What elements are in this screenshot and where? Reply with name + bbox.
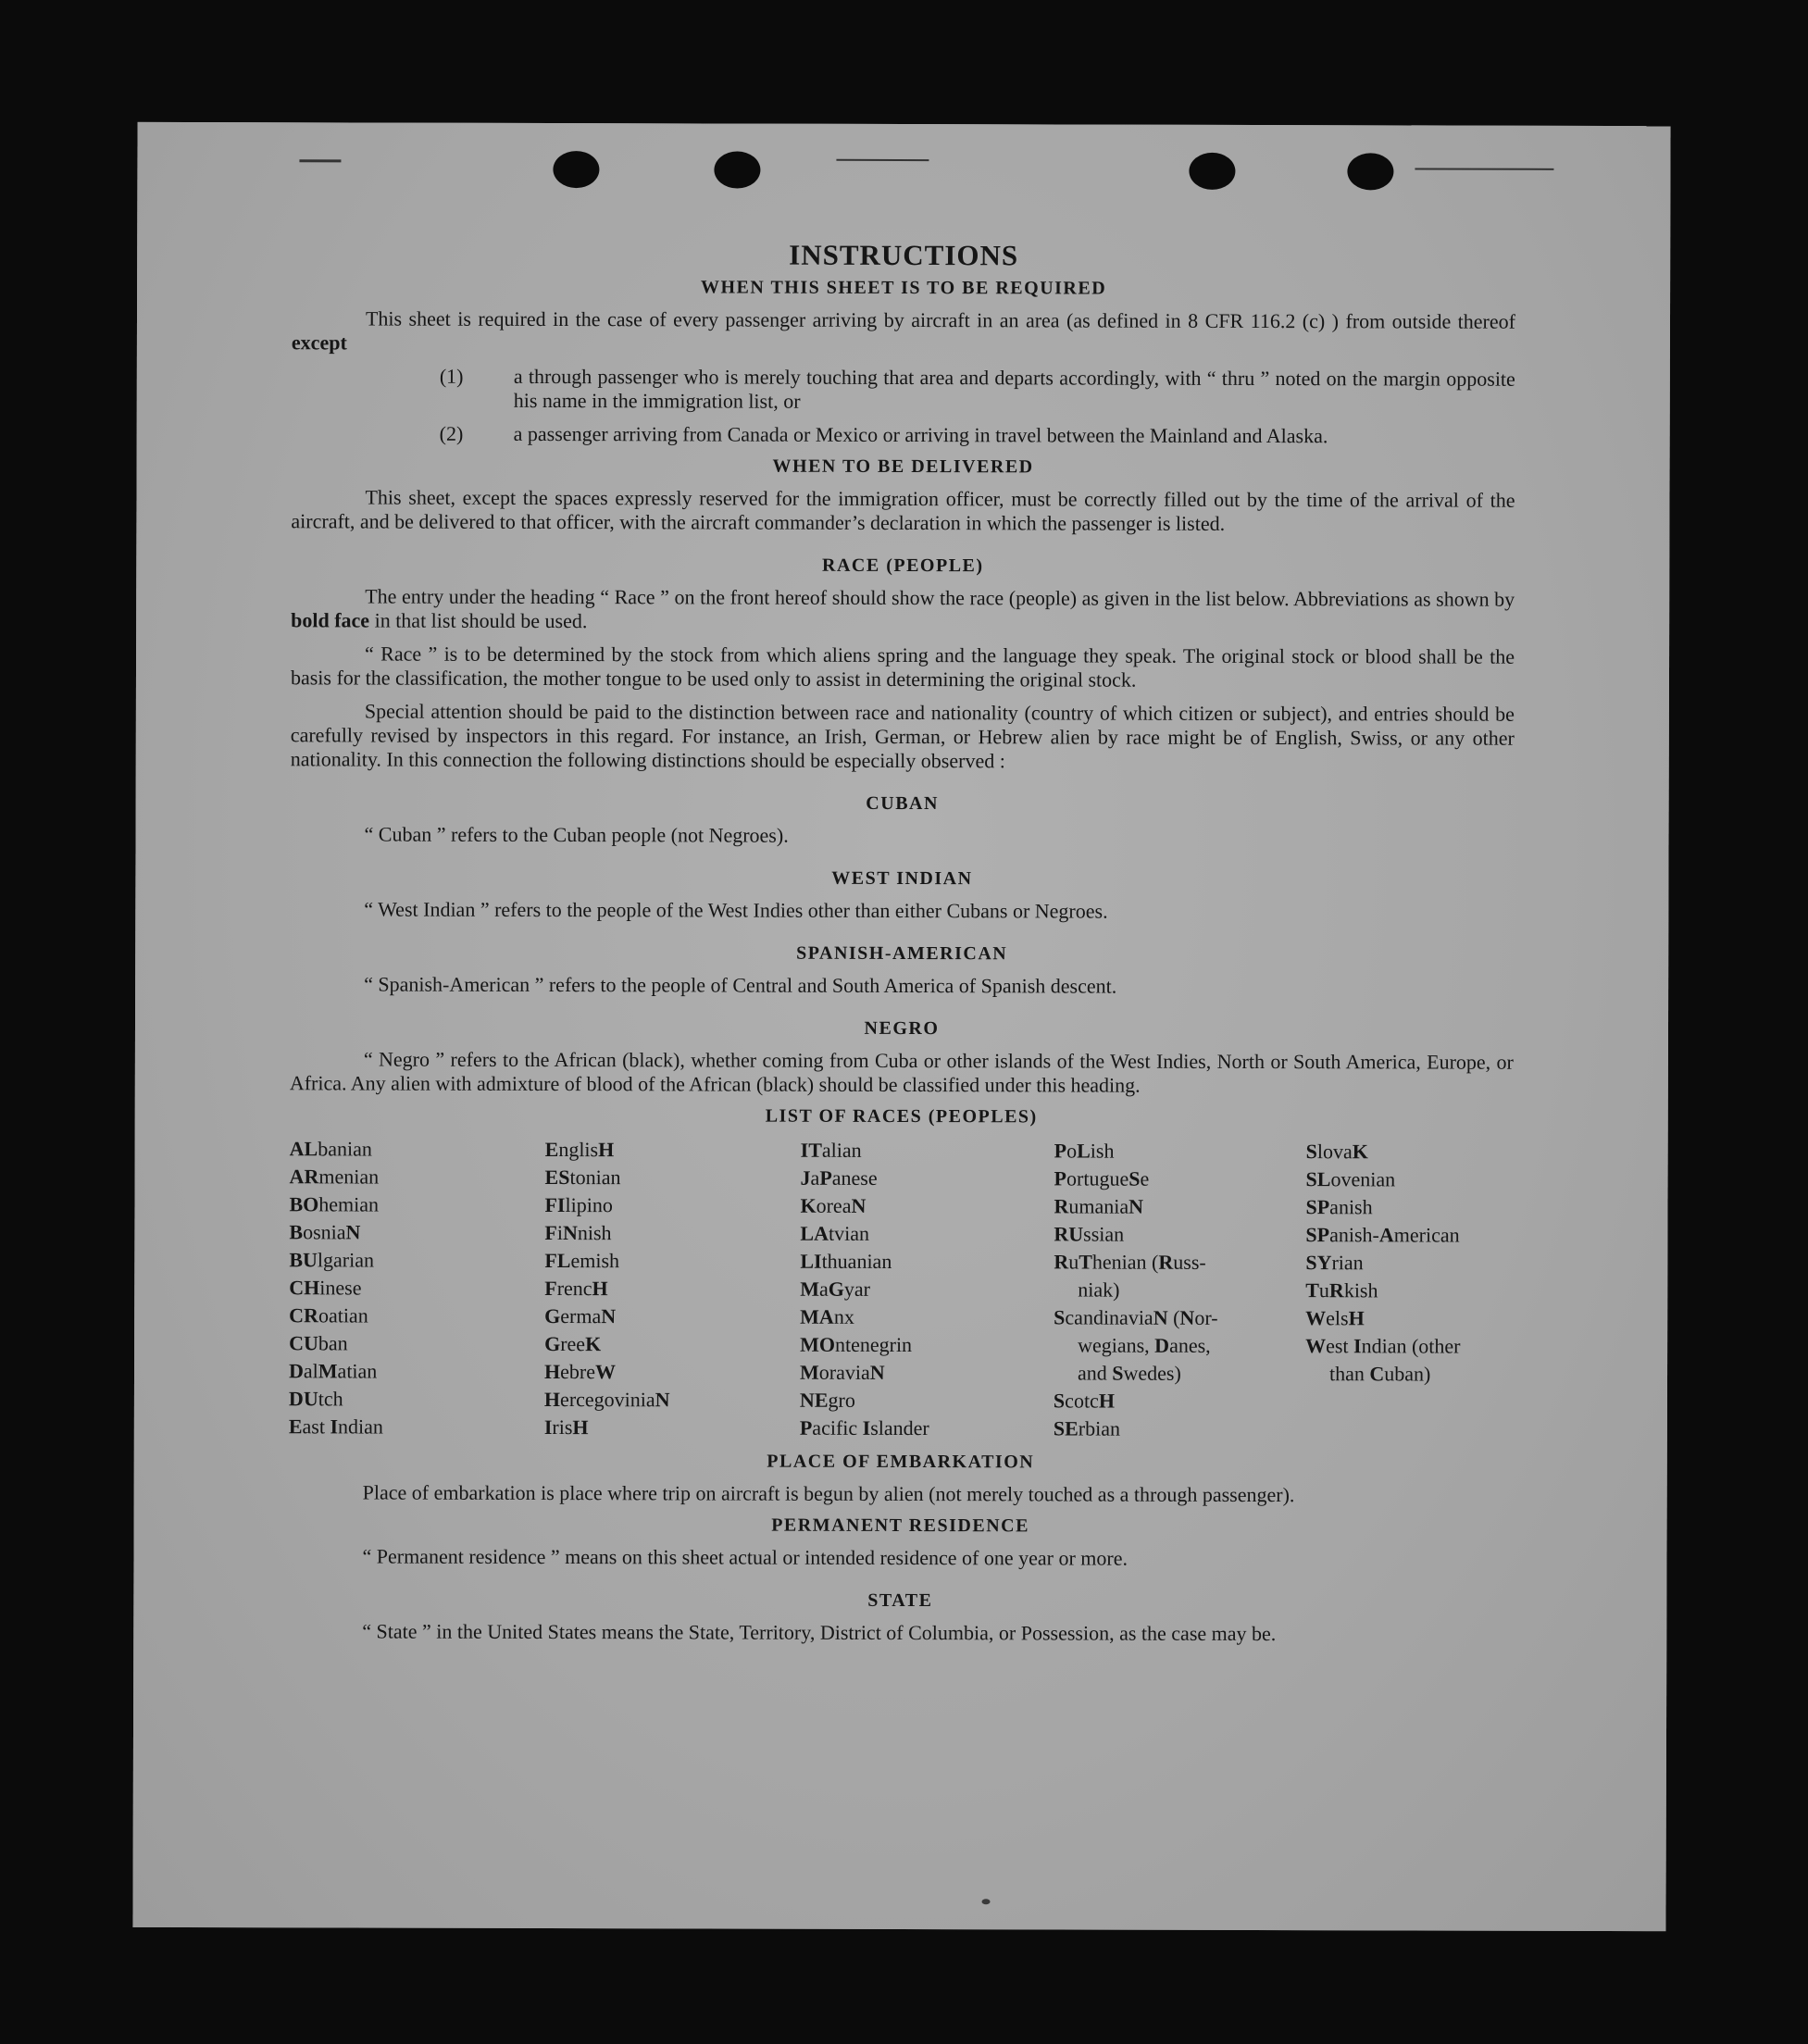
race-entry: NEgro bbox=[799, 1388, 855, 1412]
page-mark bbox=[299, 159, 341, 162]
page-mark bbox=[1415, 168, 1553, 169]
race-entry: GermaN bbox=[544, 1303, 617, 1328]
race-entry: RUssian bbox=[1054, 1222, 1125, 1246]
race-entry: WelsH bbox=[1305, 1306, 1365, 1330]
race-entry: MOntenegrin bbox=[800, 1332, 913, 1357]
races-column bbox=[289, 1135, 545, 1441]
race-entry: LIthuanian bbox=[800, 1249, 892, 1273]
race-entry: GreeK bbox=[544, 1331, 602, 1356]
section-title: STATE bbox=[867, 1589, 933, 1612]
paragraph: Place of embarkation is place where trip on aircraft is begun by alien (not merely touched as a through passenger). bbox=[362, 1480, 1295, 1507]
instructions-body bbox=[288, 237, 1515, 1646]
races-column bbox=[1305, 1138, 1514, 1444]
page-title: INSTRUCTIONS bbox=[789, 238, 1019, 272]
section-title: SPANISH-AMERICAN bbox=[796, 942, 1008, 965]
race-entry: EStonian bbox=[544, 1165, 621, 1190]
race-entry: than Cuban) bbox=[1328, 1362, 1431, 1386]
section-title: WHEN TO BE DELIVERED bbox=[772, 455, 1034, 478]
paragraph bbox=[291, 584, 1515, 635]
race-entry: Pacific Islander bbox=[799, 1415, 929, 1440]
race-entry: FLemish bbox=[544, 1248, 620, 1273]
races-column bbox=[544, 1136, 801, 1442]
section-title: CUBAN bbox=[866, 792, 939, 815]
race-entry: ALbanian bbox=[289, 1137, 372, 1161]
race-entry: PortugueSe bbox=[1054, 1166, 1150, 1190]
item-number: (1) bbox=[439, 364, 464, 388]
race-entry: SPanish-American bbox=[1305, 1223, 1460, 1247]
paragraph: “ Race ” is to be determined by the stock from which aliens spring and the language they speak. The original stock or blood shall be the basis for the classification, the mother tongue to be used only to assist in determining the original stock. bbox=[290, 642, 1515, 692]
race-entry: wegians, Danes, bbox=[1078, 1333, 1211, 1357]
race-entry: SErbian bbox=[1053, 1416, 1121, 1440]
list-item bbox=[292, 421, 1515, 448]
punch-hole bbox=[714, 151, 760, 188]
punch-hole bbox=[1347, 153, 1393, 190]
bold-text: bold face bbox=[291, 608, 370, 632]
race-entry: BOhemian bbox=[289, 1192, 380, 1216]
paragraph: Special attention should be paid to the distinction between race and nationality (country of which citizen or subject), and entries should be carefully revised by inspectors in this regard. For instance, an Irish, German, or Hebrew alien by race might be of English, Swiss, or any other nationality. In this connection the following distinctions should be especially observed : bbox=[290, 699, 1515, 773]
paragraph: “ Negro ” refers to the African (black), whether coming from Cuba or other islands of the West Indies, North or South America, Europe, or Africa. Any alien with admixture of blood of the African (black) should be classified under this heading. bbox=[289, 1047, 1514, 1097]
race-entry: ScotcH bbox=[1053, 1389, 1116, 1413]
race-entry: ITalian bbox=[800, 1138, 862, 1162]
section-title: NEGRO bbox=[864, 1017, 940, 1040]
race-entry: ScandinaviaN (Nor- bbox=[1054, 1305, 1218, 1329]
paragraph-text: in that list should be used. bbox=[374, 608, 588, 633]
race-entry: MAnx bbox=[800, 1304, 854, 1328]
punch-hole bbox=[1189, 153, 1235, 190]
race-entry: EnglisH bbox=[544, 1137, 615, 1162]
race-entry: SlovaK bbox=[1305, 1140, 1368, 1164]
race-entry: CRoatian bbox=[289, 1303, 368, 1327]
paragraph: “ Permanent residence ” means on this sheet actual or intended residence of one year or more. bbox=[362, 1544, 1128, 1570]
race-entry: MaGyar bbox=[800, 1277, 871, 1301]
race-entry: BUlgarian bbox=[289, 1248, 375, 1272]
section-title: WHEN THIS SHEET IS TO BE REQUIRED bbox=[700, 277, 1107, 299]
section-title: PERMANENT RESIDENCE bbox=[771, 1514, 1029, 1537]
punch-hole bbox=[553, 151, 599, 188]
item-text: a passenger arriving from Canada or Mexico or arriving in travel between the Mainland and Alaska. bbox=[513, 421, 1328, 448]
race-entry: IrisH bbox=[543, 1415, 589, 1440]
race-entry: East Indian bbox=[288, 1415, 383, 1439]
paragraph-text: The entry under the heading “ Race ” on the front hereof should show the race (people) as given in the list below. Abbreviations as shown by bbox=[365, 584, 1515, 611]
race-entry: TuRkish bbox=[1305, 1278, 1378, 1302]
race-entry: SPanish bbox=[1305, 1195, 1373, 1219]
race-entry: KoreaN bbox=[800, 1193, 867, 1217]
paragraph-text: This sheet is required in the case of every passenger arriving by aircraft in an area (as defined in 8 CFR 116.2 (c) ) from outside thereof bbox=[365, 306, 1516, 333]
race-entry: ARmenian bbox=[289, 1165, 380, 1189]
race-entry: DalMatian bbox=[288, 1359, 378, 1383]
race-entry: FrencH bbox=[544, 1276, 608, 1301]
races-column bbox=[800, 1137, 1054, 1443]
bold-text: except bbox=[291, 330, 347, 355]
race-entry: MoraviaN bbox=[799, 1360, 885, 1384]
race-entry: SLovenian bbox=[1305, 1167, 1396, 1191]
section-title: PLACE OF EMBARKATION bbox=[767, 1451, 1035, 1473]
race-entry: FiNnish bbox=[544, 1220, 612, 1245]
race-entry: HercegoviniaN bbox=[543, 1387, 670, 1412]
race-entry: PoLish bbox=[1054, 1139, 1115, 1163]
race-entry: West Indian (other bbox=[1305, 1334, 1461, 1358]
paragraph bbox=[292, 306, 1515, 357]
race-entry: and Swedes) bbox=[1077, 1361, 1181, 1385]
list-item bbox=[292, 364, 1515, 415]
paragraph: “ Cuban ” refers to the Cuban people (not Negroes). bbox=[364, 822, 789, 847]
section-title: WEST INDIAN bbox=[831, 867, 973, 890]
races-list bbox=[289, 1135, 1514, 1443]
item-number: (2) bbox=[439, 421, 464, 445]
page-mark bbox=[836, 159, 929, 161]
races-column bbox=[1054, 1137, 1306, 1443]
race-entry: RuThenian (Russ- bbox=[1054, 1250, 1206, 1274]
race-entry: FIlipino bbox=[544, 1192, 613, 1217]
section-title: LIST OF RACES (PEOPLES) bbox=[765, 1105, 1038, 1128]
race-entry: BosniaN bbox=[289, 1220, 361, 1244]
race-entry: JaPanese bbox=[800, 1165, 878, 1190]
race-entry: DUtch bbox=[288, 1387, 343, 1411]
item-text: a through passenger who is merely touching that area and departs accordingly, with “ thru ” noted on the margin opposite his name in the immigration list, or bbox=[513, 364, 1515, 413]
race-entry: RumaniaN bbox=[1054, 1194, 1144, 1218]
paragraph: This sheet, except the spaces expressly reserved for the immigration officer, must be correctly filled out by the time of the arrival of the aircraft, and be delivered to that officer, with the aircraft commander’s declaration in which the passenger is listed. bbox=[291, 485, 1515, 535]
race-entry: LAtvian bbox=[800, 1221, 870, 1245]
race-entry: niak) bbox=[1078, 1278, 1120, 1302]
race-entry: SYrian bbox=[1305, 1251, 1364, 1275]
race-entry: CHinese bbox=[289, 1276, 362, 1300]
paragraph: “ State ” in the United States means the State, Territory, District of Columbia, or Possession, as the case may be. bbox=[362, 1619, 1277, 1646]
paragraph: “ Spanish-American ” refers to the people of Central and South America of Spanish descent. bbox=[364, 972, 1117, 998]
race-entry: CUban bbox=[289, 1331, 348, 1355]
paragraph: “ West Indian ” refers to the people of the West Indies other than either Cubans or Negroes. bbox=[364, 897, 1108, 923]
page-mark bbox=[982, 1899, 991, 1904]
race-entry: HebreW bbox=[543, 1359, 617, 1384]
section-title: RACE (PEOPLE) bbox=[822, 555, 984, 577]
document-sheet bbox=[132, 122, 1670, 1931]
